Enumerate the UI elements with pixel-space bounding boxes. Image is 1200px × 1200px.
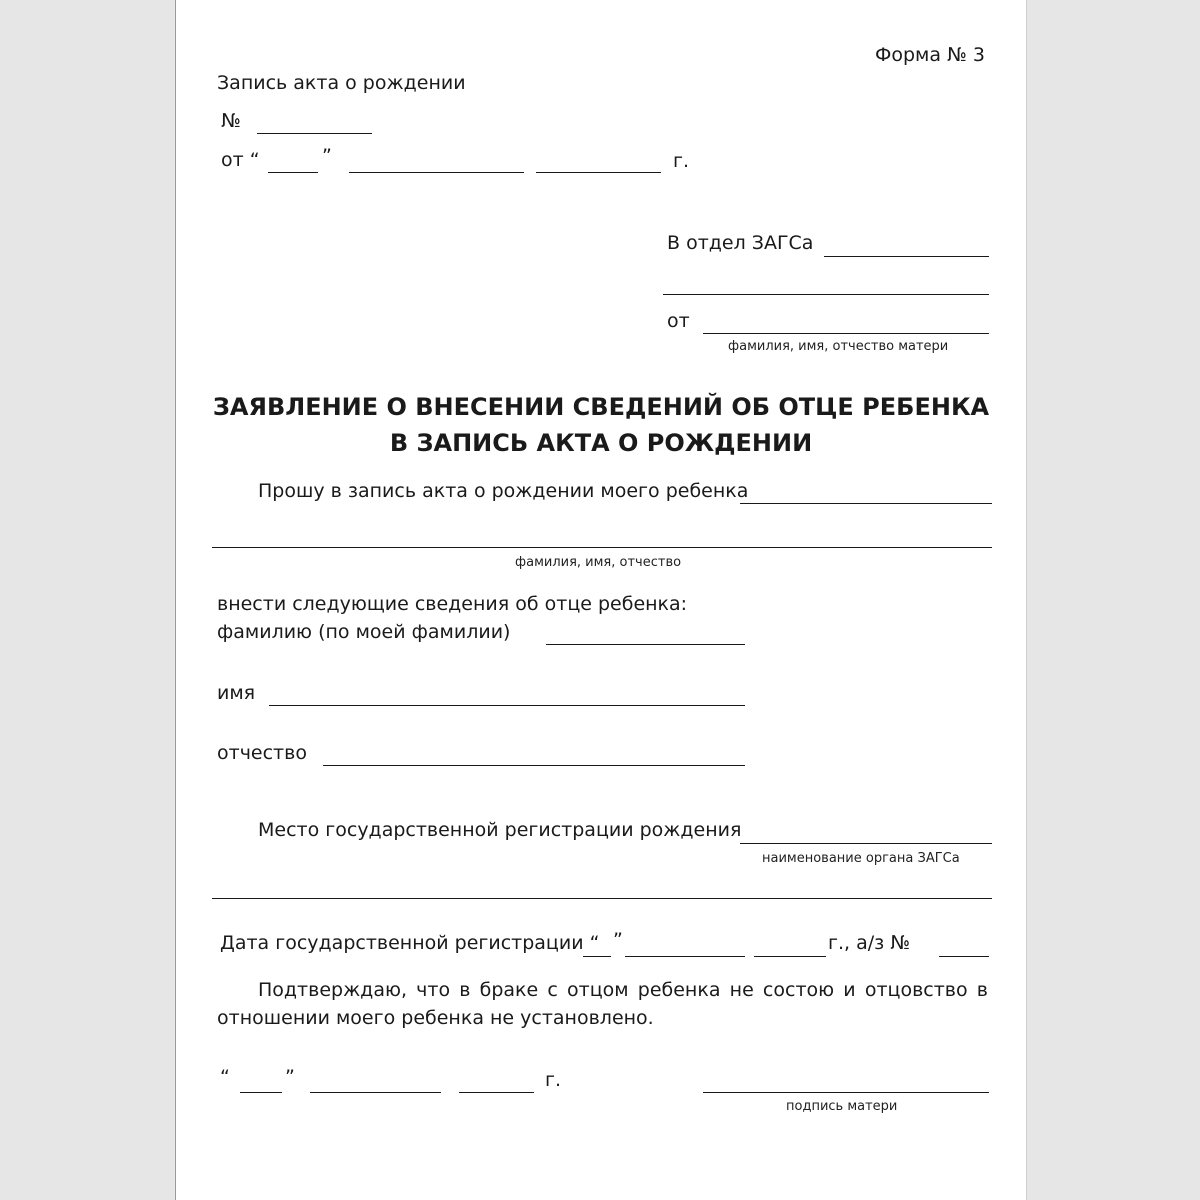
registration-place-field-line2[interactable]	[212, 898, 992, 899]
confirmation-text: Подтверждаю, что в браке с отцом ребенка не состою и отцовство в отношении моего ребенка не установлено.	[217, 979, 988, 1029]
mother-name-field[interactable]	[703, 333, 989, 334]
act-number-field[interactable]	[939, 956, 989, 957]
registration-year-field[interactable]	[754, 956, 826, 957]
mother-name-caption: фамилия, имя, отчество матери	[728, 339, 949, 354]
footer-month-field[interactable]	[310, 1092, 441, 1093]
father-intro: внести следующие сведения об отце ребенка:	[217, 593, 688, 615]
child-name-field[interactable]	[740, 503, 992, 504]
document-page	[175, 0, 1027, 1200]
addressee-from-label: от	[667, 310, 690, 332]
record-day-field[interactable]	[268, 172, 318, 173]
father-name-label: имя	[217, 682, 256, 704]
record-title: Запись акта о рождении	[217, 72, 466, 94]
registration-date-quote-close: ”	[613, 929, 623, 951]
registration-month-field[interactable]	[625, 956, 745, 957]
footer-year-field[interactable]	[459, 1092, 534, 1093]
footer-year-suffix: г.	[545, 1069, 562, 1091]
record-number-label: №	[221, 110, 241, 132]
registration-place-field[interactable]	[740, 843, 992, 844]
footer-quote-close: ”	[285, 1066, 295, 1088]
father-patronymic-field[interactable]	[323, 765, 745, 766]
child-name-caption: фамилия, имя, отчество	[515, 555, 682, 570]
mother-signature-field[interactable]	[703, 1092, 989, 1093]
request-text: Прошу в запись акта о рождении моего ребенка	[258, 480, 749, 502]
record-month-field[interactable]	[349, 172, 524, 173]
record-year-suffix: г.	[673, 150, 690, 172]
record-date-prefix: от “	[221, 149, 260, 171]
zags-office-field[interactable]	[824, 256, 989, 257]
father-patronymic-label: отчество	[217, 742, 307, 764]
record-year-field[interactable]	[536, 172, 661, 173]
record-number-field[interactable]	[257, 133, 372, 134]
father-surname-field[interactable]	[546, 644, 745, 645]
registration-day-field[interactable]	[583, 956, 611, 957]
addressee-to-label: В отдел ЗАГСа	[667, 232, 814, 254]
footer-quote-open: “	[220, 1066, 230, 1088]
document-heading-line2: В ЗАПИСЬ АКТА О РОЖДЕНИИ	[389, 429, 813, 457]
record-date-quote-close: ”	[322, 145, 332, 167]
father-name-field[interactable]	[269, 705, 745, 706]
registration-place-label: Место государственной регистрации рождения	[258, 819, 742, 841]
footer-day-field[interactable]	[240, 1092, 282, 1093]
registration-date-label: Дата государственной регистрации “	[220, 932, 600, 954]
zags-office-field-line2[interactable]	[663, 294, 989, 295]
document-heading-line1: ЗАЯВЛЕНИЕ О ВНЕСЕНИИ СВЕДЕНИЙ ОБ ОТЦЕ РЕБЕНКА	[212, 393, 990, 421]
signature-caption: подпись матери	[786, 1099, 898, 1114]
registration-year-act-label: г., а/з №	[828, 932, 911, 954]
form-number: Форма № 3	[875, 44, 985, 66]
child-name-field-line2[interactable]	[212, 547, 992, 548]
registration-place-caption: наименование органа ЗАГСа	[762, 851, 960, 866]
father-surname-label: фамилию (по моей фамилии)	[217, 621, 511, 643]
